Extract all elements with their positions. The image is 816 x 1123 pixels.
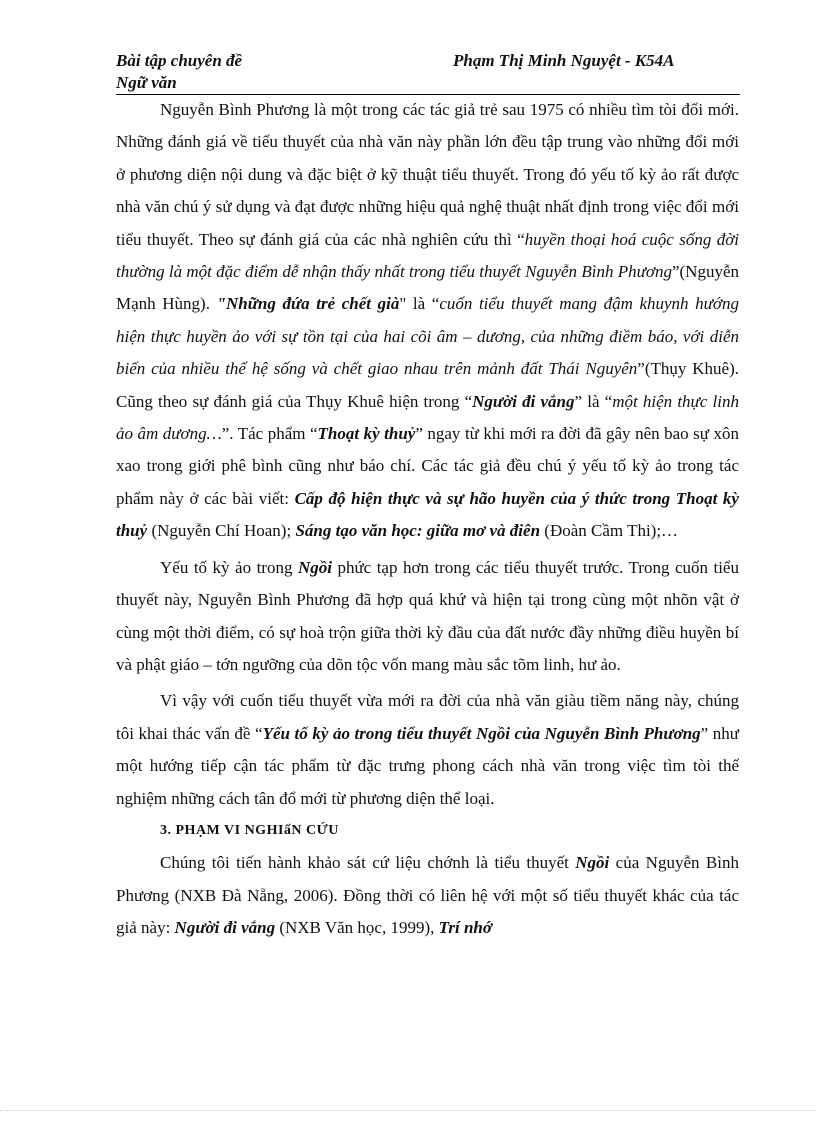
- text-run: " là “: [399, 294, 440, 314]
- work-title: Người đi vắng: [174, 918, 276, 938]
- quote: một hiện thực linh ảo âm dương…: [116, 391, 739, 444]
- paragraph-1: [116, 94, 739, 548]
- work-title: Trí nhớ: [438, 918, 492, 938]
- header-course-title: Bài tập chuyên đề: [116, 51, 243, 70]
- text-run: ”(Thụy Khuê). Cũng theo sự đánh giá của Thụy Khuê hiện trong “: [116, 359, 739, 411]
- paragraph-2: [116, 552, 739, 682]
- work-title: Người đi vắng: [472, 391, 575, 411]
- page-header: [116, 50, 726, 94]
- work-title: Thoạt kỳ thuỷ: [317, 424, 416, 444]
- header-author: Phạm Thị Minh Nguyệt - K54A: [453, 51, 675, 70]
- work-title: "Những đứa trẻ chết già: [216, 294, 400, 314]
- text-run: (Nguyễn Chí Hoan);: [147, 521, 296, 541]
- text-run: phức tạp hơn trong các tiểu thuyết trước. Trong cuốn tiểu thuyết này, Nguyễn Bình Phương đã hợp quá khứ và hiện tại trong cùng một nhõn vật ở cùng một thời điểm, có sự hoà trộn giữa thời kỳ đầu của đất nước đầy những điều huyền bí và phật giáo – tớn ngưỡng của dõn tộc vốn mang màu sắc tõm linh, hư ảo.: [116, 557, 739, 674]
- text-run: Chúng tôi tiến hành khảo sát cứ liệu chớnh là tiểu thuyết: [160, 853, 576, 873]
- text-run: Yếu tố kỳ ảo trong: [160, 557, 298, 577]
- document-body: [116, 94, 739, 945]
- work-title: Ngồi: [575, 853, 610, 873]
- page-bottom-edge: [0, 1110, 816, 1111]
- article-title: Cấp độ hiện thực và sự hão huyền của ý thức trong Thoạt kỳ thuỷ: [116, 488, 739, 541]
- quote: cuốn tiểu thuyết mang đậm khuynh hướng hiện thực huyền ảo với sự tồn tại của hai cõi âm – dương, của những điềm báo, với diễn biến của nhiều thế hệ sống và chết giao nhau trên mảnh đất Thái Nguyên: [116, 294, 739, 379]
- topic-title: Yếu tố kỳ ảo trong tiểu thuyết Ngồi của Nguyễn Bình Phương: [262, 723, 701, 743]
- text-run: (NXB Văn học, 1999),: [275, 918, 439, 938]
- section-heading: 3. PHẠM VI NGHIấN CỨU: [160, 822, 339, 838]
- text-run: ”(Nguyễn Mạnh Hùng).: [116, 262, 739, 314]
- article-title: Sáng tạo văn học: giữa mơ và điên: [295, 521, 541, 541]
- text-run: ”. Tác phẩm “: [221, 424, 318, 444]
- header-subject: Ngữ văn: [116, 73, 177, 92]
- text-run: Nguyễn Bình Phương là một trong các tác giả trẻ sau 1975 có nhiều tìm tòi đổi mới. Những đánh giá về tiểu thuyết của nhà văn này phần lớn đều tập trung vào những đổi mới ở phương diện nội dung và đặc biệt ở kỹ thuật tiểu thuyết. Trong đó yếu tố kỳ ảo rất được nhà văn chú ý sử dụng và đạt được những hiệu quả nghệ thuật nhất định trong việc đổi mới tiểu thuyết. Theo sự đánh giá của các nhà nghiên cứu thì “: [116, 100, 739, 249]
- text-run: ” là “: [574, 391, 613, 411]
- text-run: của Nguyễn Bình Phương (NXB Đà Nẵng, 2006). Đồng thời có liên hệ với một số tiểu thuyết khác của tác giả này:: [116, 853, 739, 938]
- paragraph-3: [116, 685, 739, 815]
- text-run: Vì vậy với cuốn tiểu thuyết vừa mới ra đời của nhà văn giàu tiềm năng này, chúng tôi khai thác vấn đề “: [116, 691, 739, 743]
- paragraph-4: [116, 847, 739, 944]
- work-title: Ngồi: [297, 557, 332, 577]
- text-run: ” ngay từ khi mới ra đời đã gây nên bao sự xôn xao trong giới phê bình cũng như báo chí. Các tác giả đều chú ý yếu tố kỳ ảo trong tác phẩm này ở các bài viết:: [116, 424, 739, 508]
- text-run: ” như một hướng tiếp cận tác phẩm từ đặc trưng phong cách nhà văn trong việc tìm tòi thể nghiệm những cách tân đổ mới từ phương diện thể loại.: [116, 723, 739, 808]
- quote: huyền thoại hoá cuộc sống đời thường là một đặc điểm dễ nhận thấy nhất trong tiểu thuyết Nguyễn Bình Phương: [116, 229, 739, 282]
- text-run: (Đoàn Cầm Thi);…: [540, 521, 679, 541]
